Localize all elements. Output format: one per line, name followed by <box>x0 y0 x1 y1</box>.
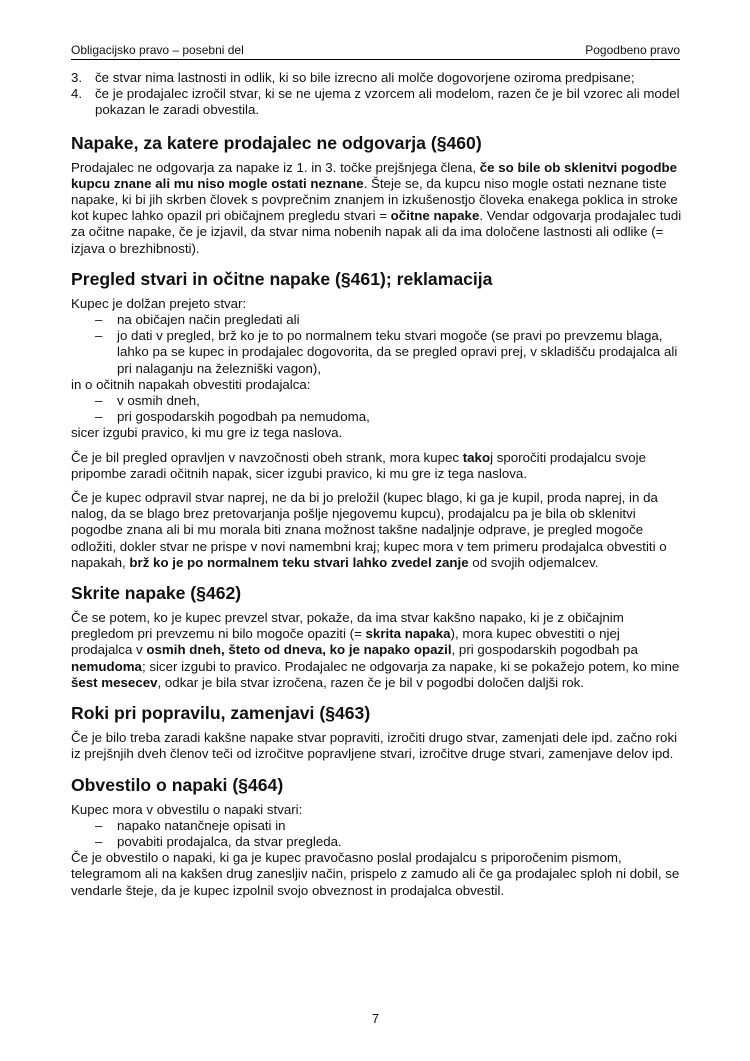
running-header <box>71 42 680 60</box>
list-item: 4. če je prodajalec izročil stvar, ki se ne ujema z vzorcem ali modelom, razen če je bil vzorec ali model pokazan le zaradi obvestila. <box>71 86 680 118</box>
paragraph: Če je bil pregled opravljen v navzočnosti obeh strank, mora kupec takoj sporočiti prodajalcu svoje pripombe zaradi očitnih napak, sicer izgubi pravico, ki mu gre iz tega naslova. <box>71 449 647 481</box>
paragraph: in o očitnih napakah obvestiti prodajalca: <box>71 376 311 392</box>
list-item: – na običajen način pregledati ali <box>95 312 300 328</box>
dash-list <box>71 312 683 377</box>
section-heading-463: Roki pri popravilu, zamenjavi (§463) <box>71 703 371 724</box>
paragraph: Prodajalec ne odgovarja za napake iz 1. in 3. točke prejšnjega člena, če so bile ob sklenitvi pogodbe kupcu znane ali mu niso mogle ostati neznane. Šteje se, da kupcu niso mogle ostati neznane tiste napake, ki bi jih skrben človek s povprečnim znanjem in izkušenostjo človeka enakega poklica in stroke kot kupec lahko opazil pri običajnem pregledu stvari = očitne napake. Vendar odgovarja prodajalec tudi za očitne napake, če je izjavil, da stvar nima nobenih napak ali da ima določene lastnosti ali odlike (= izjava o brezhibnosti). <box>71 159 682 256</box>
paragraph: Če je kupec odpravil stvar naprej, ne da bi jo preložil (kupec blago, ki ga je kupil, proda naprej, in da nalog, da se blago brez pretovarjanja pošlje njegovemu kupcu), prodajalcu pa je bila ob sklenitvi pogodbe znana ali bi mu morala biti znana možnost takšne nadaljnje odprave, je pregled mogoče odložiti, dokler stvar ne prispe v novi namembni kraj; kupec mora v tem primeru prodajalca obvestiti o napakah, brž ko je po normalnem teku stvari lahko zvedel zanje od svojih odjemalcev. <box>71 490 667 570</box>
section-heading-460: Napake, za katere prodajalec ne odgovarja (§460) <box>71 132 482 153</box>
section-heading-464: Obvestilo o napaki (§464) <box>71 774 284 795</box>
list-item: – napako natančneje opisati in <box>95 817 286 833</box>
section-heading-461: Pregled stvari in očitne napake (§461); reklamacija <box>71 268 493 289</box>
section-heading-462: Skrite napake (§462) <box>71 583 242 604</box>
paragraph: sicer izgubi pravico, ki mu gre iz tega naslova. <box>71 425 343 441</box>
paragraph: Če se potem, ko je kupec prevzel stvar, pokaže, da ima stvar kakšno napako, ki je z običajnim pregledom pri prevzemu ni bilo mogoče opaziti (= skrita napaka), mora kupec obvestiti o njej prodajalca v osmih dneh, šteto od dneva, ko je napako opazil, pri gospodarskih pogodbah pa nemudoma; sicer izgubi to pravico. Prodajalec ne odgovarja za napake, ki se pokažejo potem, ko mine šest mesecev, odkar je bila stvar izročena, razen če je bil v pogodbi določen daljši rok. <box>71 610 680 690</box>
list-item: – povabiti prodajalca, da stvar pregleda. <box>95 833 342 849</box>
dash-list <box>71 393 683 425</box>
paragraph: Če je bilo treba zaradi kakšne napake stvar popraviti, izročiti drugo stvar, zamenjati dele ipd. začno roki iz prejšnjih dveh členov teči od izročitve popravljene stvari, izročitve druge stvari, zamenjave delov ipd. <box>71 730 678 762</box>
paragraph: Če je obvestilo o napaki, ki ga je kupec pravočasno poslal prodajalcu s priporočenim pismom, telegramom ali na kakšen drug zanesljiv način, prispelo z zamudo ali če ga prodajalec sploh ni dobil, se vendarle šteje, da je kupec izpolnil svojo obveznost in prodajalca obvestil. <box>71 850 680 898</box>
page-number: 7 <box>371 1011 380 1026</box>
header-right: Pogodbeno pravo <box>585 43 680 57</box>
paragraph: Kupec je dolžan prejeto stvar: <box>71 295 247 311</box>
list-item: 3. če stvar nima lastnosti in odlik, ki so bile izrecno ali molče dogovorjene oziroma predpisane; <box>71 70 635 85</box>
dash-list <box>71 818 683 850</box>
list-item: – v osmih dneh, <box>95 393 200 409</box>
paragraph: Kupec mora v obvestilu o napaki stvari: <box>71 801 303 817</box>
list-item: – jo dati v pregled, brž ko je to po normalnem teku stvari mogoče (se pravi po prevzemu blaga, lahko pa se kupec in prodajalec dogovorita, da se pregled opravi prej, v skladišču prodajalca ali pri nalaganju na železniški vagon), <box>95 328 678 376</box>
page-content <box>71 70 683 907</box>
list-item: – pri gospodarskih pogodbah pa nemudoma, <box>95 409 370 425</box>
header-left: Obligacijsko pravo – posebni del <box>71 43 244 57</box>
numbered-list <box>71 70 683 119</box>
